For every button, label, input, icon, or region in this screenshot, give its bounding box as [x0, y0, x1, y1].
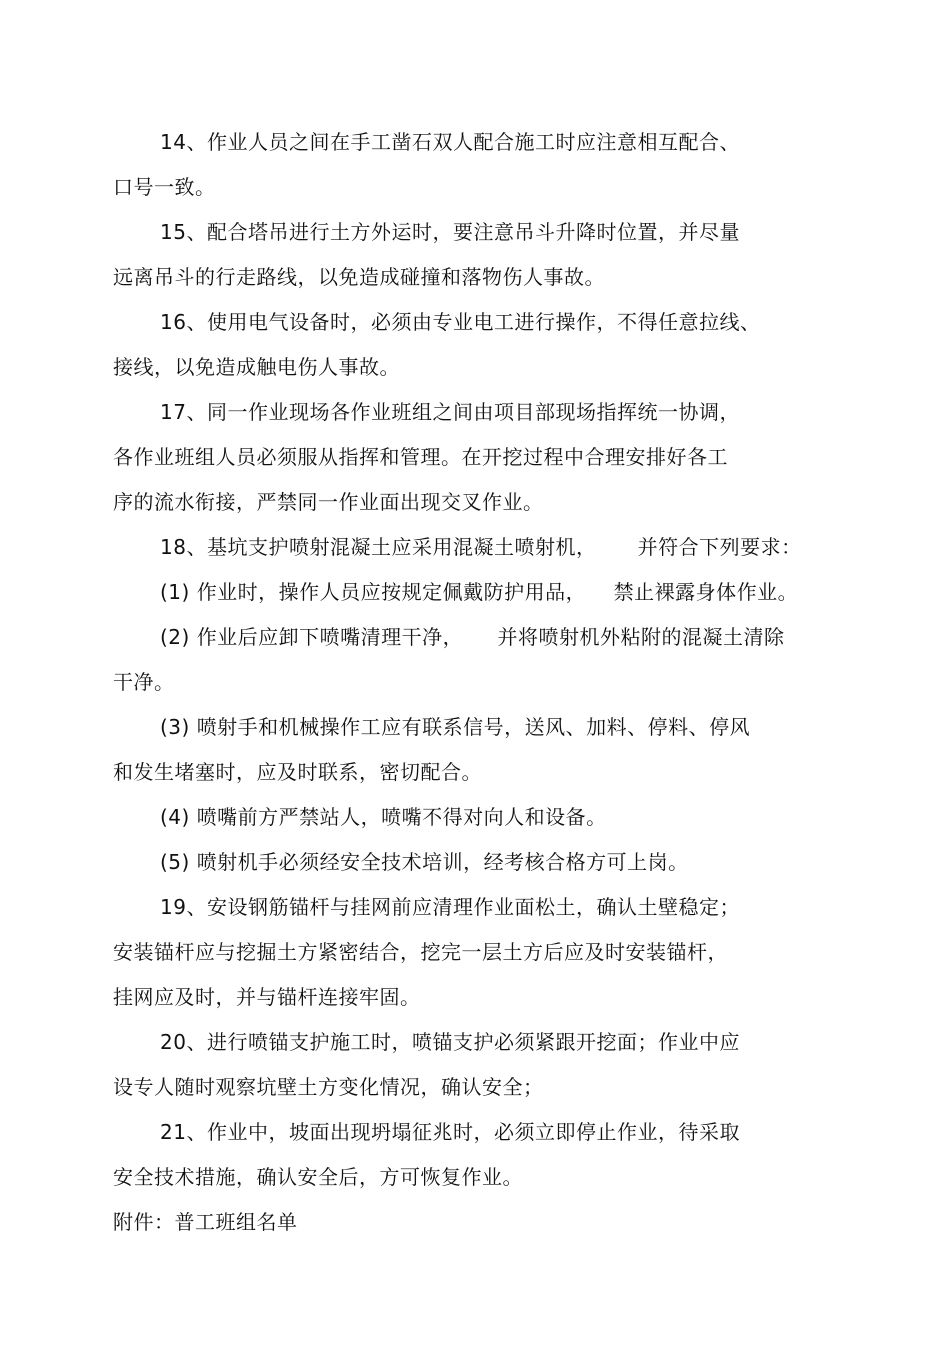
text-line: 设专人随时观察坑壁土方变化情况，确认安全；: [113, 1075, 544, 1099]
text-line: 挂网应及时，并与锚杆连接牢固。: [113, 985, 421, 1009]
text-line: 安全技术措施，确认安全后，方可恢复作业。: [113, 1165, 523, 1189]
text-line: 19、安设钢筋锚杆与挂网前应清理作业面松土，确认土壁稳定；: [160, 895, 740, 919]
text-line: 安装锚杆应与挖掘土方紧密结合，挖完一层土方后应及时安装锚杆，: [113, 940, 728, 964]
text-line: 附件：普工班组名单: [113, 1210, 298, 1234]
text-line: 远离吊斗的行走路线，以免造成碰撞和落物伤人事故。: [113, 265, 605, 289]
text-line: 各作业班组人员必须服从指挥和管理。在开挖过程中合理安排好各工: [113, 445, 728, 469]
text-line: 20、进行喷锚支护施工时，喷锚支护必须紧跟开挖面；作业中应: [160, 1030, 740, 1054]
text-line: 接线，以免造成触电伤人事故。: [113, 355, 400, 379]
text-line: 口号一致。: [113, 175, 216, 199]
text-line: 18、基坑支护喷射混凝土应采用混凝土喷射机， 并符合下列要求：: [160, 535, 802, 559]
text-line: (3) 喷射手和机械操作工应有联系信号，送风、加料、停料、停风: [160, 715, 751, 739]
text-line: (4) 喷嘴前方严禁站人，喷嘴不得对向人和设备。: [160, 805, 607, 829]
text-line: 15、配合塔吊进行土方外运时，要注意吊斗升降时位置，并尽量: [160, 220, 740, 244]
text-line: 序的流水衔接，严禁同一作业面出现交叉作业。: [113, 490, 544, 514]
text-line: 16、使用电气设备时，必须由专业电工进行操作，不得任意拉线、: [160, 310, 761, 334]
text-line: 干净。: [113, 670, 175, 694]
text-line: (5) 喷射机手必须经安全技术培训，经考核合格方可上岗。: [160, 850, 689, 874]
text-line: (2) 作业后应卸下喷嘴清理干净， 并将喷射机外粘附的混凝土清除: [160, 625, 785, 649]
text-line: (1) 作业时，操作人员应按规定佩戴防护用品， 禁止裸露身体作业。: [160, 580, 799, 604]
text-line: 21、作业中，坡面出现坍塌征兆时，必须立即停止作业，待采取: [160, 1120, 740, 1144]
text-line: 17、同一作业现场各作业班组之间由项目部现场指挥统一协调，: [160, 400, 740, 424]
text-line: 14、作业人员之间在手工凿石双人配合施工时应注意相互配合、: [160, 130, 740, 154]
text-line: 和发生堵塞时，应及时联系，密切配合。: [113, 760, 482, 784]
